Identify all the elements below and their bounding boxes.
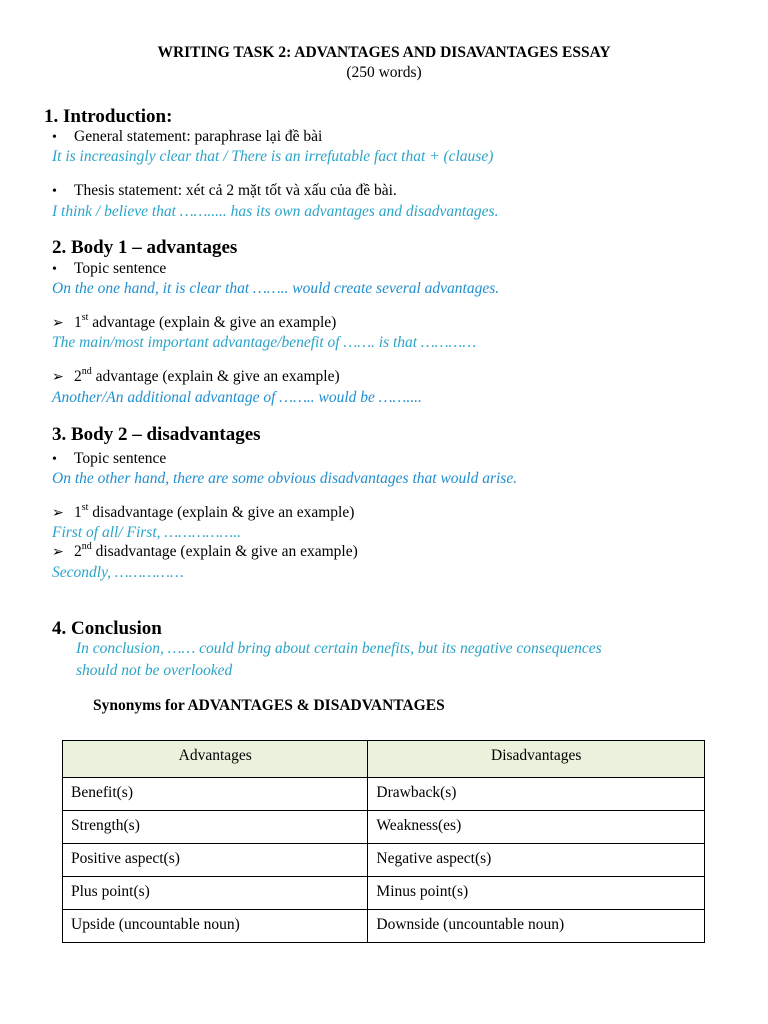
example-sentence: On the other hand, there are some obvious disadvantages that would arise. <box>52 470 518 487</box>
bullet-icon: • <box>52 184 57 199</box>
bullet-text: General statement: paraphrase lại đề bài <box>74 128 323 145</box>
arrow-icon: ➢ <box>52 506 64 521</box>
bullet-text: Thesis statement: xét cả 2 mặt tốt và xấu của đề bài. <box>74 182 397 199</box>
bullet-text: disadvantage (explain & give an example) <box>91 543 358 560</box>
synonyms-table <box>62 740 705 943</box>
section-heading-conclusion: 4. Conclusion <box>52 618 162 639</box>
column-header-disadvantages: Disadvantages <box>368 741 705 778</box>
list-item <box>52 450 166 468</box>
disadvantage-cell: Downside (uncountable noun) <box>368 910 705 943</box>
ordinal-suffix: st <box>81 311 89 323</box>
word-count: (250 words) <box>346 64 422 81</box>
example-sentence: It is increasingly clear that / There is an irrefutable fact that + (clause) <box>52 148 494 165</box>
arrow-icon: ➢ <box>52 370 64 385</box>
ordinal-number: 2 <box>74 543 82 560</box>
column-header-advantages: Advantages <box>63 741 368 778</box>
ordinal-suffix: st <box>81 501 89 513</box>
bullet-icon: • <box>52 452 57 467</box>
example-sentence: I think / believe that ……..... has its own advantages and disadvantages. <box>52 203 499 220</box>
disadvantage-cell: Negative aspect(s) <box>368 844 705 877</box>
example-sentence: Secondly, …………… <box>52 564 184 581</box>
list-item <box>52 365 340 386</box>
advantage-cell: Benefit(s) <box>63 778 368 811</box>
table-row <box>63 877 705 910</box>
bullet-text: advantage (explain & give an example) <box>91 368 340 385</box>
section-heading-body1: 2. Body 1 – advantages <box>52 237 238 258</box>
disadvantage-cell: Minus point(s) <box>368 877 705 910</box>
list-item <box>52 182 397 200</box>
bullet-icon: • <box>52 130 57 145</box>
ordinal-suffix: nd <box>81 540 92 552</box>
advantage-cell: Upside (uncountable noun) <box>63 910 368 943</box>
table-row <box>63 811 705 844</box>
list-item <box>52 540 358 561</box>
list-item <box>52 501 355 522</box>
ordinal-number: 2 <box>74 368 82 385</box>
section-heading-body2: 3. Body 2 – disadvantages <box>52 424 261 445</box>
ordinal-suffix: nd <box>81 365 92 377</box>
ordinal-number: 1 <box>74 314 82 331</box>
table-header-row <box>63 741 705 778</box>
bullet-text: Topic sentence <box>74 260 167 277</box>
list-item <box>52 128 322 146</box>
ordinal-number: 1 <box>74 504 82 521</box>
conclusion-line-1: In conclusion, …… could bring about certain benefits, but its negative consequences <box>76 640 602 657</box>
conclusion-line-2: should not be overlooked <box>76 662 233 679</box>
section-heading-introduction: 1. Introduction: <box>44 106 173 127</box>
advantage-cell: Plus point(s) <box>63 877 368 910</box>
table-row <box>63 778 705 811</box>
bullet-text: advantage (explain & give an example) <box>88 314 337 331</box>
example-sentence: First of all/ First, …………….. <box>52 524 242 541</box>
synonyms-heading: Synonyms for ADVANTAGES & DISADVANTAGES <box>93 697 445 714</box>
example-sentence: On the one hand, it is clear that …….. would create several advantages. <box>52 280 500 297</box>
bullet-text: disadvantage (explain & give an example) <box>88 504 355 521</box>
arrow-icon: ➢ <box>52 545 64 560</box>
arrow-icon: ➢ <box>52 316 64 331</box>
bullet-text: Topic sentence <box>74 450 167 467</box>
list-item <box>52 311 337 332</box>
table-row <box>63 844 705 877</box>
document-title: WRITING TASK 2: ADVANTAGES AND DISAVANTAGES ESSAY <box>157 44 611 61</box>
advantage-cell: Positive aspect(s) <box>63 844 368 877</box>
disadvantage-cell: Weakness(es) <box>368 811 705 844</box>
disadvantage-cell: Drawback(s) <box>368 778 705 811</box>
bullet-icon: • <box>52 262 57 277</box>
example-sentence: The main/most important advantage/benefit of ……. is that ………… <box>52 334 477 351</box>
advantage-cell: Strength(s) <box>63 811 368 844</box>
example-sentence: Another/An additional advantage of …….. would be …….... <box>52 389 422 406</box>
list-item <box>52 260 166 278</box>
table-row <box>63 910 705 943</box>
